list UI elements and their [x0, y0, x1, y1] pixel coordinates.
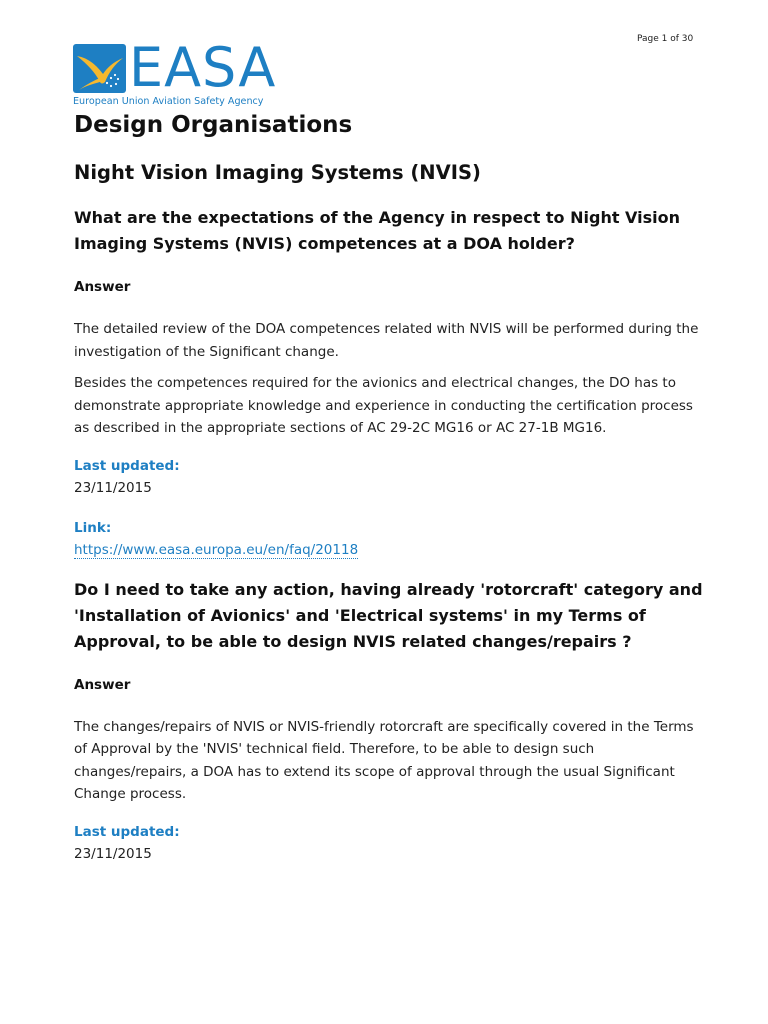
answer-label: Answer: [74, 279, 131, 295]
last-updated-value: 23/11/2015: [74, 845, 152, 862]
last-updated-label: Last updated:: [74, 823, 180, 840]
answer-paragraph: Besides the competences required for the avionics and electrical changes, the DO has to demonstrate appropriate knowledge and experience in conducting the certification process as described in the appropriate sections of AC 29-2C MG16 or AC 27-1B MG16.: [74, 375, 693, 436]
last-updated-label: Last updated:: [74, 457, 180, 474]
answer-paragraph: The changes/repairs of NVIS or NVIS-friendly rotorcraft are specifically covered in the Terms of Approval by the 'NVIS' technical field. Therefore, to be able to design such changes/repairs, a DOA has to extend its scope of approval through the usual Significant Change process.: [74, 718, 694, 802]
faq-question: What are the expectations of the Agency in respect to Night Vision Imaging Systems (NVIS) competences at a DOA holder?: [74, 208, 681, 253]
logo-tagline: European Union Aviation Safety Agency: [73, 96, 264, 107]
document-content: [74, 110, 704, 865]
answer-paragraph: The detailed review of the DOA competences related with NVIS will be performed during the investigation of the Significant change.: [74, 321, 699, 360]
logo-wordmark: EASA: [129, 36, 277, 99]
faq-item: [74, 577, 704, 865]
easa-logo[interactable]: [73, 36, 283, 110]
easa-bird-icon: [73, 44, 126, 93]
page-title: Design Organisations: [74, 112, 353, 138]
last-updated-value: 23/11/2015: [74, 479, 152, 496]
page-number: Page 1 of 30: [637, 34, 694, 44]
answer-label: Answer: [74, 676, 131, 693]
faq-question: Do I need to take any action, having already 'rotorcraft' category and 'Installation of Avionics' and 'Electrical systems' in my Terms of Approval, to be able to design NVIS related changes/repairs ?: [74, 579, 703, 651]
section-title: Night Vision Imaging Systems (NVIS): [74, 161, 481, 184]
faq-link[interactable]: https://www.easa.europa.eu/en/faq/20118: [74, 541, 359, 558]
faq-item: [74, 205, 704, 561]
link-label: Link:: [74, 519, 112, 536]
